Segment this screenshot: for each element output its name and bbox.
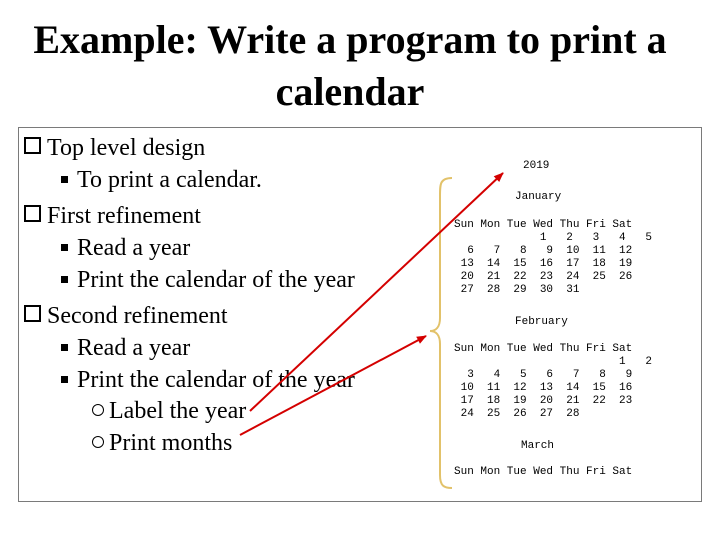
calendar-week-row: 20 21 22 23 24 25 26: [454, 271, 633, 283]
outline-text: Print months: [109, 430, 233, 456]
calendar-week-row: 1 2: [454, 356, 653, 368]
calendar-week-row: 24 25 26 27 28: [454, 408, 580, 420]
outline-text: Print the calendar of the year: [77, 367, 355, 393]
weekday-header: Sun Mon Tue Wed Thu Fri Sat: [454, 219, 633, 231]
month-name-february: February: [515, 316, 568, 328]
title-line-1: Example: Write a program to print a: [33, 17, 667, 62]
outline-text: Read a year: [77, 235, 191, 261]
calendar-week-row: 27 28 29 30 31: [454, 284, 580, 296]
weekday-header: Sun Mon Tue Wed Thu Fri Sat: [454, 343, 633, 355]
outline-text: Second refinement: [47, 303, 228, 329]
calendar-week-row: 13 14 15 16 17 18 19: [454, 258, 633, 270]
outline-text: First refinement: [47, 203, 201, 229]
calendar-week-row: 17 18 19 20 21 22 23: [454, 395, 633, 407]
month-name-january: January: [515, 191, 562, 203]
calendar-week-row: 10 11 12 13 14 15 16: [454, 382, 633, 394]
arrow-print-months: [240, 336, 426, 435]
outline-text: Top level design: [47, 135, 206, 161]
calendar-week-row: 3 4 5 6 7 8 9: [454, 369, 633, 381]
outline-text: Print the calendar of the year: [77, 267, 355, 293]
calendar-week-row: 1 2 3 4 5: [454, 232, 653, 244]
title-line-2: calendar: [275, 69, 425, 114]
outline-text: Read a year: [77, 335, 191, 361]
outline-text: Label the year: [109, 398, 247, 424]
month-name-march: March: [521, 440, 555, 452]
weekday-header: Sun Mon Tue Wed Thu Fri Sat: [454, 466, 633, 478]
arrow-label-year: [250, 173, 503, 411]
outline-text: To print a calendar.: [77, 167, 262, 193]
calendar-year: 2019: [523, 160, 550, 172]
calendar-week-row: 6 7 8 9 10 11 12: [454, 245, 633, 257]
